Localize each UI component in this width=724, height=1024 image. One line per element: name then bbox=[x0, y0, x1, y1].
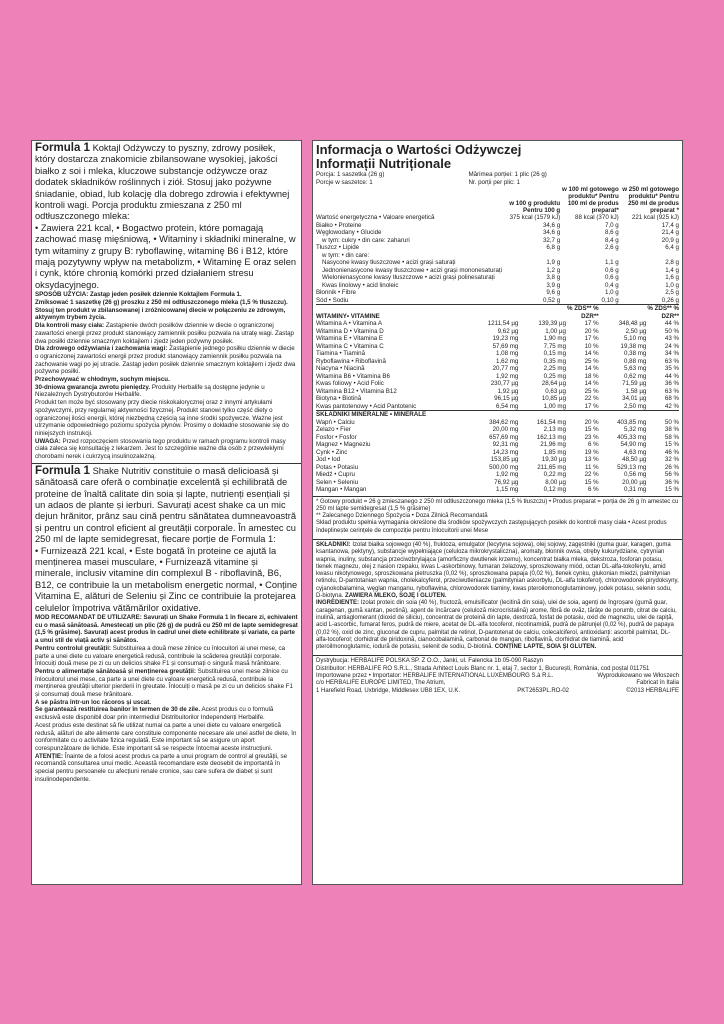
nutrition-row: w tym: cukry • din care: zaharuri 32,7 g 8,4 g 20,9 g bbox=[322, 236, 679, 244]
nutrition-table bbox=[316, 186, 679, 304]
vitamin-row: Tiamina • Tiamină 1,08 mg 0,15 mg 14 % 0,38 mg 34 % bbox=[316, 350, 679, 357]
vitamin-row: Witamina A • Vitamina A 1211,54 µg 139,39 µg 17 % 348,48 µg 44 % bbox=[316, 320, 679, 327]
vitamin-row: Kwas pantotenowy • Acid Pantotenic 6,54 mg 1,00 mg 17 % 2,50 mg 42 % bbox=[316, 402, 679, 410]
pct-header-2: % ZDS** % DZR** bbox=[647, 305, 679, 320]
nutrition-row: Wielonienasycone kwasy tłuszczowe • acizi grași polinesaturați 3,8 g 0,6 g 1,6 g bbox=[322, 274, 679, 281]
pl-healthy: Dla zdrowego odżywiania i zachowania wagi: Zastąpienie jednego posiłku dziennie w diecie o ograniczonej zawartości energii przez produkt stanowiący zamiennik posiłku pozwala na zachowanie wagi po jej utracie. Zastąp jeden posiłek dziennie smacznym koktajlem i zjedz dwa pożywne posiłki. bbox=[35, 345, 296, 376]
pct-header-1: % ZDS** % DZR** bbox=[567, 305, 599, 320]
pl-weight: Dla kontroli masy ciała: Zastąpienie dwóch posiłków dziennie w diecie o ograniczonej zawartości energii przez produkt stanowiący zamiennik posiłku pozwala na utratę wagi. Zastąp dwa posiłki dziennie smacznym koktajlem i zjedz jeden pożywny posiłek. bbox=[35, 322, 294, 345]
mineral-row: Wapń • Calciu 384,62 mg 161,54 mg 20 % 403,85 mg 50 % bbox=[316, 418, 679, 426]
ingredients bbox=[313, 539, 682, 653]
vitamin-row: Witamina D • Vitamina D 9,62 µg 1,00 µg 20 % 2,50 µg 50 % bbox=[316, 327, 679, 335]
section-divider bbox=[32, 463, 301, 464]
ro-intro: Formula 1 Shake Nutritiv constituie o masă delicioasă și sănătoasă care oferă o combinație excelentă și echilibrată de proteine de înaltă calitate din soia și lapte, nutrienți esențiali și un adaos de plante și ierburi. Savurați acest shake ca un mic dejun hrănitor, prânz sau cină pentru sănătatea dumneavoastră și pentru un control eficient al greutății corporale. În amestec cu 250 ml de lapte semidegresat, fiecare porție de Formula 1: bbox=[35, 464, 297, 545]
vitamin-row: Ryboflawina • Riboflavină 1,62 mg 0,35 mg 25 % 0,88 mg 63 % bbox=[316, 357, 679, 365]
ro-bullets: • Furnizează 221 kcal, • Este bogată în proteine ce ajută la menținerea masei musculare, • Furnizează vitamine și minerale, inclusiv vitamine din complexul B - riboflavină, B6, B12, ce contribuie la un metabolism energetic normal, • Conține Vitamina E, alături de Seleniu și Zinc ce contribuie la protejarea celulelor împotriva vătămărilor oxidative. bbox=[35, 545, 298, 613]
nutrition-footnotes: * Gotowy produkt = 26 g zmieszanego z 250 ml odtłuszczonego mleka (1,5 % tłuszczu) • Produs preparat = porția de 26 g în amestec cu 250 ml lapte semidegresat (1,5 % grăsime) ** Zalecanego Dziennego Spożycia • Doza Zilnică Recomandată Skład produktu spełnia wymagania określone dla środków spożywczych zastępujących posiłek do kontroli masy ciała • Acest produs îndeplinește cerințele de compoziție pentru înlocuitorii unei Mese bbox=[313, 496, 682, 537]
mineral-row: Fosfor • Fosfor 657,69 mg 162,13 mg 23 % 405,33 mg 58 % bbox=[316, 433, 679, 441]
mineral-row: Mangan • Mangan 1,15 mg 0,12 mg 6 % 0,31 mg 15 % bbox=[316, 486, 679, 493]
col-header-100ml: w 100 ml gotowego produktu* Pentru 100 ml de produs preparat* bbox=[562, 186, 619, 214]
mineral-row: Magnez • Magneziu 92,31 mg 21,96 mg 6 % 54,90 mg 15 % bbox=[316, 441, 679, 448]
pl-usage-head: SPOSÓB UŻYCIA: Zastąp jeden posiłek dziennie Koktajlem Formuła 1. bbox=[35, 291, 242, 299]
nutrition-row: Nasycone kwasy tłuszczowe • acizi grași saturați 1,9 g 1,1 g 2,8 g bbox=[322, 259, 679, 266]
ro-warning: ATENȚIE: Înainte de a folosi acest produs ca parte a unui program de control al greutății, se recomandă consultarea unui medic. Această recomandare este deosebit de importantă în special pentru persoanele cu afecțiuni renale cronice, sau care sufera de diabet și sunt insulinodependente. bbox=[35, 752, 288, 783]
ro-caution: Acest produs este destinat să fie utilizat numai ca parte a unei diete cu valoare energetică redusă, alături de alte alimente care constituie componente necesare ale unei astfel de diete, în conformitate cu o activitate fizica regulată. Este important să se asigure un aport corespunzătoare de lichide. Este important să se respecte întocmai aceste instrucțiuni. bbox=[35, 721, 297, 752]
ro-section bbox=[35, 466, 298, 784]
vitamin-row: Kwas foliowy • Acid Folic 230,77 µg 28,64 µg 14 % 71,59 µg 36 % bbox=[316, 380, 679, 387]
vitamin-row: Biotyna • Biotină 96,15 µg 10,85 µg 22 % 34,01 µg 68 % bbox=[316, 395, 679, 402]
col-header-100g: w 100 g produktu Pentru 100 g bbox=[509, 200, 561, 214]
col-header-250ml: w 250 ml gotowego produktu* Pentru 250 ml de produs preparat * bbox=[622, 186, 679, 214]
vitamin-row: Witamina E • Vitamina E 19,23 mg 1,90 mg 17 % 5,10 mg 43 % bbox=[316, 335, 679, 342]
pl-guarantee: 30-dniowa gwarancja zwrotu pieniędzy. Produkty Herbalife są dostępne jedynie u Niezależnych Dystrybutorów Herbalife. bbox=[35, 383, 265, 399]
nutrition-row: Sód • Sodiu 0,52 g 0,10 g 0,26 g bbox=[316, 296, 679, 304]
mineral-row: Cynk • Zinc 14,23 mg 1,85 mg 19 % 4,63 mg 46 % bbox=[316, 448, 679, 456]
ro-maintain: Pentru o alimentație sănătoasă și menținerea greutății: Substituirea unei mese zilnice cu înlocuitorul unei mese, ca parte a unei diete cu valoare energetică redusă, contribuie la menținerea greutății ulterior pierderii în greutate. Înlocuiți o masă pe zi cu un delicios shake F1 și consumați două mese hrănitoare. bbox=[35, 667, 293, 699]
mineral-row: Jod • Iod 153,85 µg 19,30 µg 13 % 48,50 µg 32 % bbox=[316, 456, 679, 463]
vitamin-row: Witamina B12 • Vitamina B12 1,92 µg 0,63 µg 25 % 1,58 µg 63 % bbox=[316, 387, 679, 395]
nutrition-title-pl: Informacja o Wartości Odżywczej bbox=[316, 142, 522, 157]
pl-section bbox=[35, 143, 298, 461]
nutrition-row: w tym: • din care: bbox=[322, 251, 370, 259]
pl-usage: Zmiksować 1 saszetkę (26 g) proszku z 250 ml odtłuszczonego mleka (1,5 % tłuszczu). Stosuj ten produkt w zbilansowanej i zróżnicowanej diecie w połączeniu ze zdrowym, aktywnym trybem życia. bbox=[35, 298, 288, 322]
vitamins-header: WITAMINY• VITAMINE bbox=[316, 305, 468, 321]
ro-guarantee: Se garantează restituirea banilor în termen de 30 de zile. Acest produs cu o formulă exclusivă este disponibil doar prin intermediul Distribuitorilor Independenți Herbalife. bbox=[35, 706, 274, 722]
ro-weight: Pentru controlul greutății: Substituirea a două mese zilnice cu înlocuitori ai unei mese, ca parte a unei diete cu valoare energetică redusă, contribuie la scăderea greutății corporale. Înlocuiți două mese pe zi cu un delicios shake F1 și consumați o singură masă hrănitoare. bbox=[35, 644, 286, 668]
mineral-row: Miedź • Cupru 1,92 mg 0,22 mg 22 % 0,56 mg 56 % bbox=[316, 471, 679, 478]
right-panel bbox=[312, 140, 683, 885]
vitamin-row: Witamina B6 • Vitamina B6 1,92 mg 0,25 mg 18 % 0,62 mg 44 % bbox=[316, 372, 679, 380]
nutrition-row: Białko • Proteine 34,6 g 7,0 g 17,4 g bbox=[316, 221, 679, 229]
nutrition-row: Błonnik • Fibre 9,6 g 1,0 g 2,5 g bbox=[316, 289, 679, 296]
distributor-info: Dystrybucja: HERBALIFE POLSKA SP. Z O.O., Janki, ul. Falencka 1b 05-090 Raszyn Distribuitor: HERBALIFE RO S.R.L., Strada Arhitect Louis Blanc nr. 1, etaj 7, sector 1, București, România, cod poștal 011751 Importowane przez • Importator: HERBALIFE INTERNATIONAL LUXEMBOURG S.à R.L. Wyprodukowano we Włoszech c/o HERBALIFE EUROPE LIMITED, The Atrium, Fabricat în Italia 1 Harefield Road, Uxbridge, Middlesex UB8 1EX, U.K. PKT2653PL.RO-02 ©2013 HERBALIFE bbox=[313, 655, 682, 696]
pl-intro: Formula 1 Koktajl Odżywczy to pyszny, zdrowy posiłek, który dostarcza znakomicie zbilansowane wysokiej, jakości białko z soi i mleka, kluczowe substancje odżywcze oraz dodatek składników roślinnych i ziół. Stosuj jako pożywne śniadanie, obiad, lub kolację dla dobrego zdrowia i efektywnej kontroli wagi. Porcja produktu zmieszana z 250 ml odtłuszczonego mleka: bbox=[35, 142, 290, 222]
nutrition-row: Węglowodany • Glucide 34,6 g 8,6 g 21,4 g bbox=[316, 229, 679, 236]
pl-bullets: • Zawiera 221 kcal, • Bogactwo protein, które pomagają zachować masę mięśniową, • Witaminy i składniki mineralne, w tym witaminy z grupy B: ryboflawinę, witaminę B6 i B12, które mają pozytywny wpływ na metabolizm, • Witaminę E oraz selen i cynk, które chronią komórki przed działaniem stresu oksydacyjnego. bbox=[35, 222, 297, 290]
vitamin-row: Witamina C • Vitamina C 57,69 mg 7,75 mg 10 % 19,38 mg 24 % bbox=[316, 342, 679, 350]
ro-storage: A se păstra într-un loc răcoros și uscat. bbox=[35, 698, 151, 706]
vitamin-row: Niacyna • Niacină 20,77 mg 2,25 mg 14 % 5,63 mg 35 % bbox=[316, 365, 679, 372]
mineral-row: Żelazo • Fier 20,00 mg 2,13 mg 15 % 5,32 mg 38 % bbox=[316, 426, 679, 433]
minerals-header: SKŁADNIKI MINERALNE • MINERALE bbox=[316, 411, 679, 419]
nutrition-title-ro: Informații Nutriționale bbox=[316, 156, 452, 171]
left-panel bbox=[31, 140, 302, 885]
mineral-row: Potas • Potasiu 500,00 mg 211,65 mg 11 % 529,13 mg 26 % bbox=[316, 463, 679, 471]
ro-usage: MOD RECOMANDAT DE UTILIZARE: Savurați un Shake Formula 1 în fiecare zi, echivalent cu o masă sănătoasă. Amestecați un plic (26 g) de pudră cu 250 ml de lapte semidegresat (1,5 % grăsime). Savurați acest produs în cadrul unei diete echilibrate și variate, ca parte a unui stil de viață activ și sănătos. bbox=[35, 614, 298, 645]
pl-warning: UWAGA: Przed rozpoczęciem stosowania tego produktu w ramach programu kontroli masy ciała zaleca się konsultację z lekarzem. Jest to szczególnie ważne dla osób z przewlekłymi chorobami nerek i cukrzycą insulinozależną. bbox=[35, 437, 286, 461]
nutrition-row: Jednonienasycone kwasy tłuszczowe • acizi grași mononesaturați 1,2 g 0,6 g 1,4 g bbox=[322, 266, 679, 274]
pl-caution: Produkt ten może być stosowany przy diecie niskokalorycznej oraz z innymi artykułami spożywczymi, przy regularnej aktywności fizycznej. Produkt stanowi tylko część diety o ograniczonej ilości energii, której niezbędną częścią są inne środki spożywcze. Ważne jest utrzymanie odpowiedniego poziomu spożycia płynów. Prosimy o dokładne stosowanie się do niniejszych instrukcji. bbox=[35, 399, 289, 437]
portion-info: Porcja: 1 saszetka (26 g) Mărimea porției: 1 plic (26 g) Porcje w saszetce: 1 Nr. porții per plic: 1 bbox=[316, 171, 547, 186]
vitamin-mineral-table bbox=[316, 304, 679, 494]
nutrition-row: Tłuszcz • Lipide 6,8 g 2,6 g 6,4 g bbox=[316, 244, 679, 251]
pl-storage: Przechowywać w chłodnym, suchym miejscu. bbox=[35, 376, 170, 384]
ingredients-ro: INGREDIENTE: Izolat proteic din soia (40 %), fructoză, emulsificator (lecitină din soia), ulei de soia, agenți de îngroșare (gumă guar, caragenan, gumă xantan, pectină), agent de încărcare (celuloză microcristalină) arome, fibră de ovăz, tărâțe de porumb, citrat de calciu, inulină, antiaglomerant (dioxid de siliciu), concentrat de proteină din lapte, dextroză, fosfat de potasiu, oxid de magneziu, ulei de rapiță, acid L-ascorbic, fumarat feros, pudră de miere, acetat de DL-alfa tocoferol, nicotinamidă, pudră de pătrunjel (0,02 %), pudră de papaya (0,02 %), oxid de zinc, gluconat de cupru, palmitat de retinol, D-pantotenat de calciu, colecalciferol, antioxidanți: ascorbil palmitat, DL-alfa-tocoferol; clorhidrat de piridoxină, cianocobalamină, carbonat de mangan, riboflavină, clorhidrat de tiamină, acid pteroilmonoglutamic, iodură de potasiu, selenit de sodiu, D-biotină. CONȚINE LAPTE, SOIA ȘI GLUTEN. bbox=[316, 600, 677, 651]
mineral-row: Selen • Seleniu 76,92 µg 8,00 µg 15 % 20,00 µg 36 % bbox=[316, 478, 679, 486]
ingredients-pl: SKŁADNIKI: Izolat białka sojowego (40 %), fruktoza, emulgator (lecytyna sojowa), olej sojowy, zagęstniki (guma guar, karagen, guma ksantanowa, pektyny), substancje wypełniające (celuloza mikrokrystaliczna), aromaty, błonnik owsa, otręby kukurydziane, cytrynian wapnia, inuliny, substancja przeciwzbrylająca (amorficzny dwutlenek krzemu), koncentrat białka mleka, dekstroza, fosforan potasu, tlenek magnezu, olej z nasion rzepaku, kwas L-askorbinowy, fumaran żelazowy, sproszkowany miód, octan DL-alfa-tokoferylu, amid kwasu nikotynowego, sproszkowana pietruszka (0,02 %), sproszkowana papaja (0,02 %), tlenek cynku, glukonian miedzi, palmitynian retinolu, D-pantotanian wapnia, cholekalcyferol, przeciwutleniacze (palmitynian askorbylu, DL-alfa tokoferol), chlorowodorek pirydoksyny, cyjanokobalamina, węglan manganu, ryboflawina, chlorowodorek tiaminy, kwas pteroilomonoglutaminowy, jodek potasu, selenin sodu, D-biotyna. ZAWIERA MLEKO, SOJĘ I GLUTEN. bbox=[316, 541, 679, 600]
nutrition-row: Wartość energetyczna • Valoare energetică 375 kcal (1579 kJ) 88 kcal (370 kJ) 221 kcal (925 kJ) bbox=[316, 214, 679, 221]
nutrition-row: Kwas linolowy • acid linoleic 3,9 g 0,4 g 1,0 g bbox=[322, 281, 679, 289]
